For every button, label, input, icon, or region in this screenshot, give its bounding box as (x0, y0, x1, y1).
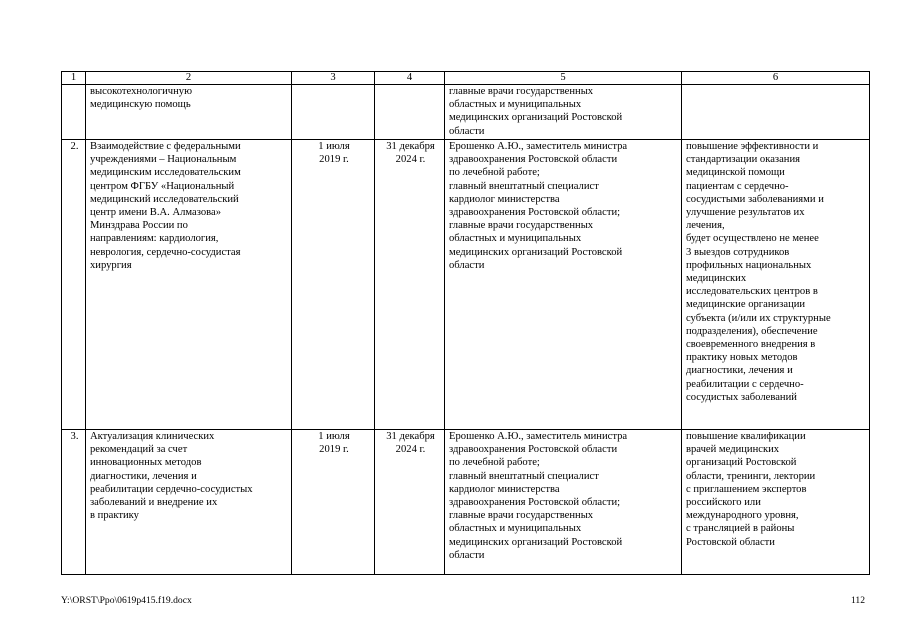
text-line: исследовательских центров в (686, 286, 818, 298)
text-line: кардиолог министерства (449, 483, 560, 495)
text-line: повышение эффективности и (686, 141, 819, 152)
text-line: здравоохранения Ростовской области (449, 444, 618, 456)
text-line: будет осуществлено не менее (686, 233, 819, 245)
text-line: повышение квалификации (686, 431, 806, 442)
text-line: субъекта (и/или их структурные (686, 312, 831, 324)
text-line: хирургия (90, 259, 132, 271)
text-line: врачей медицинских (686, 444, 780, 456)
text-line: кардиолог министерства (449, 193, 560, 205)
text-line: медицинскую помощь (90, 99, 191, 111)
text-line: центр имени В.А. Алмазова» (90, 207, 222, 219)
text-line: 1 июля (318, 431, 350, 442)
text-line: медицинских (686, 273, 747, 285)
text-line: 1 июля (318, 141, 350, 152)
header-col-2: 2 (86, 72, 292, 85)
text-line: своевременного внедрения в (686, 339, 816, 351)
end-date-cell (375, 140, 445, 430)
file-path: Y:\ORST\Ppo\0619p415.f19.docx (61, 595, 192, 606)
start-date-cell (292, 140, 375, 430)
text-line: главные врачи государственных (449, 510, 594, 522)
plan-table (61, 71, 870, 575)
text-line: подразделения), обеспечение (686, 325, 818, 337)
start-date-cell (292, 430, 375, 575)
text-line: по лечебной работе; (449, 457, 540, 469)
text-line: профильных национальных (686, 259, 812, 271)
text-line: медицинских организаций Ростовской (449, 112, 623, 124)
text-line: по лечебной работе; (449, 167, 540, 179)
text-line: направлениям: кардиология, (90, 233, 219, 245)
text-line: Ростовской области (686, 536, 775, 548)
text-line: российского или (686, 497, 761, 509)
text-line: пациентам с сердечно- (686, 180, 789, 192)
row-number: 3. (62, 430, 86, 575)
row-number (62, 85, 86, 140)
text-line: 31 декабря (386, 431, 435, 442)
result-cell (682, 430, 870, 575)
page-number: 112 (850, 595, 865, 606)
header-col-5: 5 (445, 72, 682, 85)
text-line: 2019 г. (319, 444, 349, 456)
text-line: Взаимодействие с федеральными (90, 141, 241, 152)
text-line: области (449, 549, 485, 561)
text-line: областных и муниципальных (449, 233, 582, 245)
text-line: лечения, (686, 220, 725, 232)
text-line: 2024 г. (395, 444, 426, 456)
text-line: главные врачи государственных (449, 86, 594, 97)
text-line: с трансляцией в районы (686, 523, 795, 535)
text-line: области (449, 125, 485, 137)
text-line: медицинские организации (686, 299, 806, 311)
event-cell (86, 430, 292, 575)
text-line: учреждениями – Национальным (90, 154, 237, 166)
text-line: областных и муниципальных (449, 99, 582, 111)
result-cell (682, 140, 870, 430)
header-col-1: 1 (62, 72, 86, 85)
text-line: главный внештатный специалист (449, 470, 599, 482)
text-line: диагностики, лечения и (686, 365, 793, 377)
text-line: практику новых методов (686, 352, 798, 364)
end-date-cell (375, 85, 445, 140)
text-line: центром ФГБУ «Национальный (90, 180, 235, 192)
end-date-cell (375, 430, 445, 575)
text-line: неврология, сердечно-сосудистая (90, 246, 241, 258)
text-line: медицинской помощи (686, 167, 785, 179)
text-line: инновационных методов (90, 457, 202, 469)
text-line: медицинский исследовательский (90, 193, 239, 205)
text-line: заболеваний и внедрение их (90, 497, 218, 509)
row-number: 2. (62, 140, 86, 430)
responsible-cell (445, 140, 682, 430)
text-line: Ерошенко А.Ю., заместитель министра (449, 141, 628, 152)
text-line: сосудистых заболеваний (686, 391, 797, 403)
table-row (62, 140, 870, 430)
text-line: 2024 г. (395, 154, 426, 166)
text-line: сосудистыми заболеваниями и (686, 193, 824, 205)
text-line: здравоохранения Ростовской области; (449, 207, 621, 219)
text-line: реабилитации с сердечно- (686, 378, 804, 390)
text-line: рекомендаций за счет (90, 444, 188, 456)
event-cell (86, 140, 292, 430)
event-cell (86, 85, 292, 140)
text-line: стандартизации оказания (686, 154, 801, 166)
text-line: высокотехнологичную (90, 86, 193, 97)
result-cell (682, 85, 870, 140)
text-line: 2019 г. (319, 154, 349, 166)
header-col-3: 3 (292, 72, 375, 85)
text-line: здравоохранения Ростовской области (449, 154, 618, 166)
text-line: организаций Ростовской (686, 457, 797, 469)
text-line: 3 выездов сотрудников (686, 246, 790, 258)
text-line: Актуализация клинических (90, 431, 215, 442)
text-line: медицинских организаций Ростовской (449, 536, 623, 548)
text-line: медицинским исследовательским (90, 167, 241, 179)
text-line: улучшение результатов их (686, 207, 805, 219)
header-col-6: 6 (682, 72, 870, 85)
responsible-cell (445, 430, 682, 575)
table-header-row (62, 72, 870, 85)
table-row (62, 430, 870, 575)
text-line: области, тренинги, лектории (686, 470, 816, 482)
responsible-cell (445, 85, 682, 140)
text-line: реабилитации сердечно-сосудистых (90, 483, 253, 495)
text-line: здравоохранения Ростовской области; (449, 497, 621, 509)
text-line: диагностики, лечения и (90, 470, 197, 482)
text-line: области (449, 259, 485, 271)
table-row (62, 85, 870, 140)
text-line: главный внештатный специалист (449, 180, 599, 192)
text-line: 31 декабря (386, 141, 435, 152)
text-line: медицинских организаций Ростовской (449, 246, 623, 258)
start-date-cell (292, 85, 375, 140)
text-line: с приглашением экспертов (686, 483, 807, 495)
text-line: в практику (90, 510, 139, 522)
header-col-4: 4 (375, 72, 445, 85)
text-line: Минздрава России по (90, 220, 188, 232)
text-line: международного уровня, (686, 510, 799, 522)
text-line: Ерошенко А.Ю., заместитель министра (449, 431, 628, 442)
text-line: главные врачи государственных (449, 220, 594, 232)
text-line: областных и муниципальных (449, 523, 582, 535)
